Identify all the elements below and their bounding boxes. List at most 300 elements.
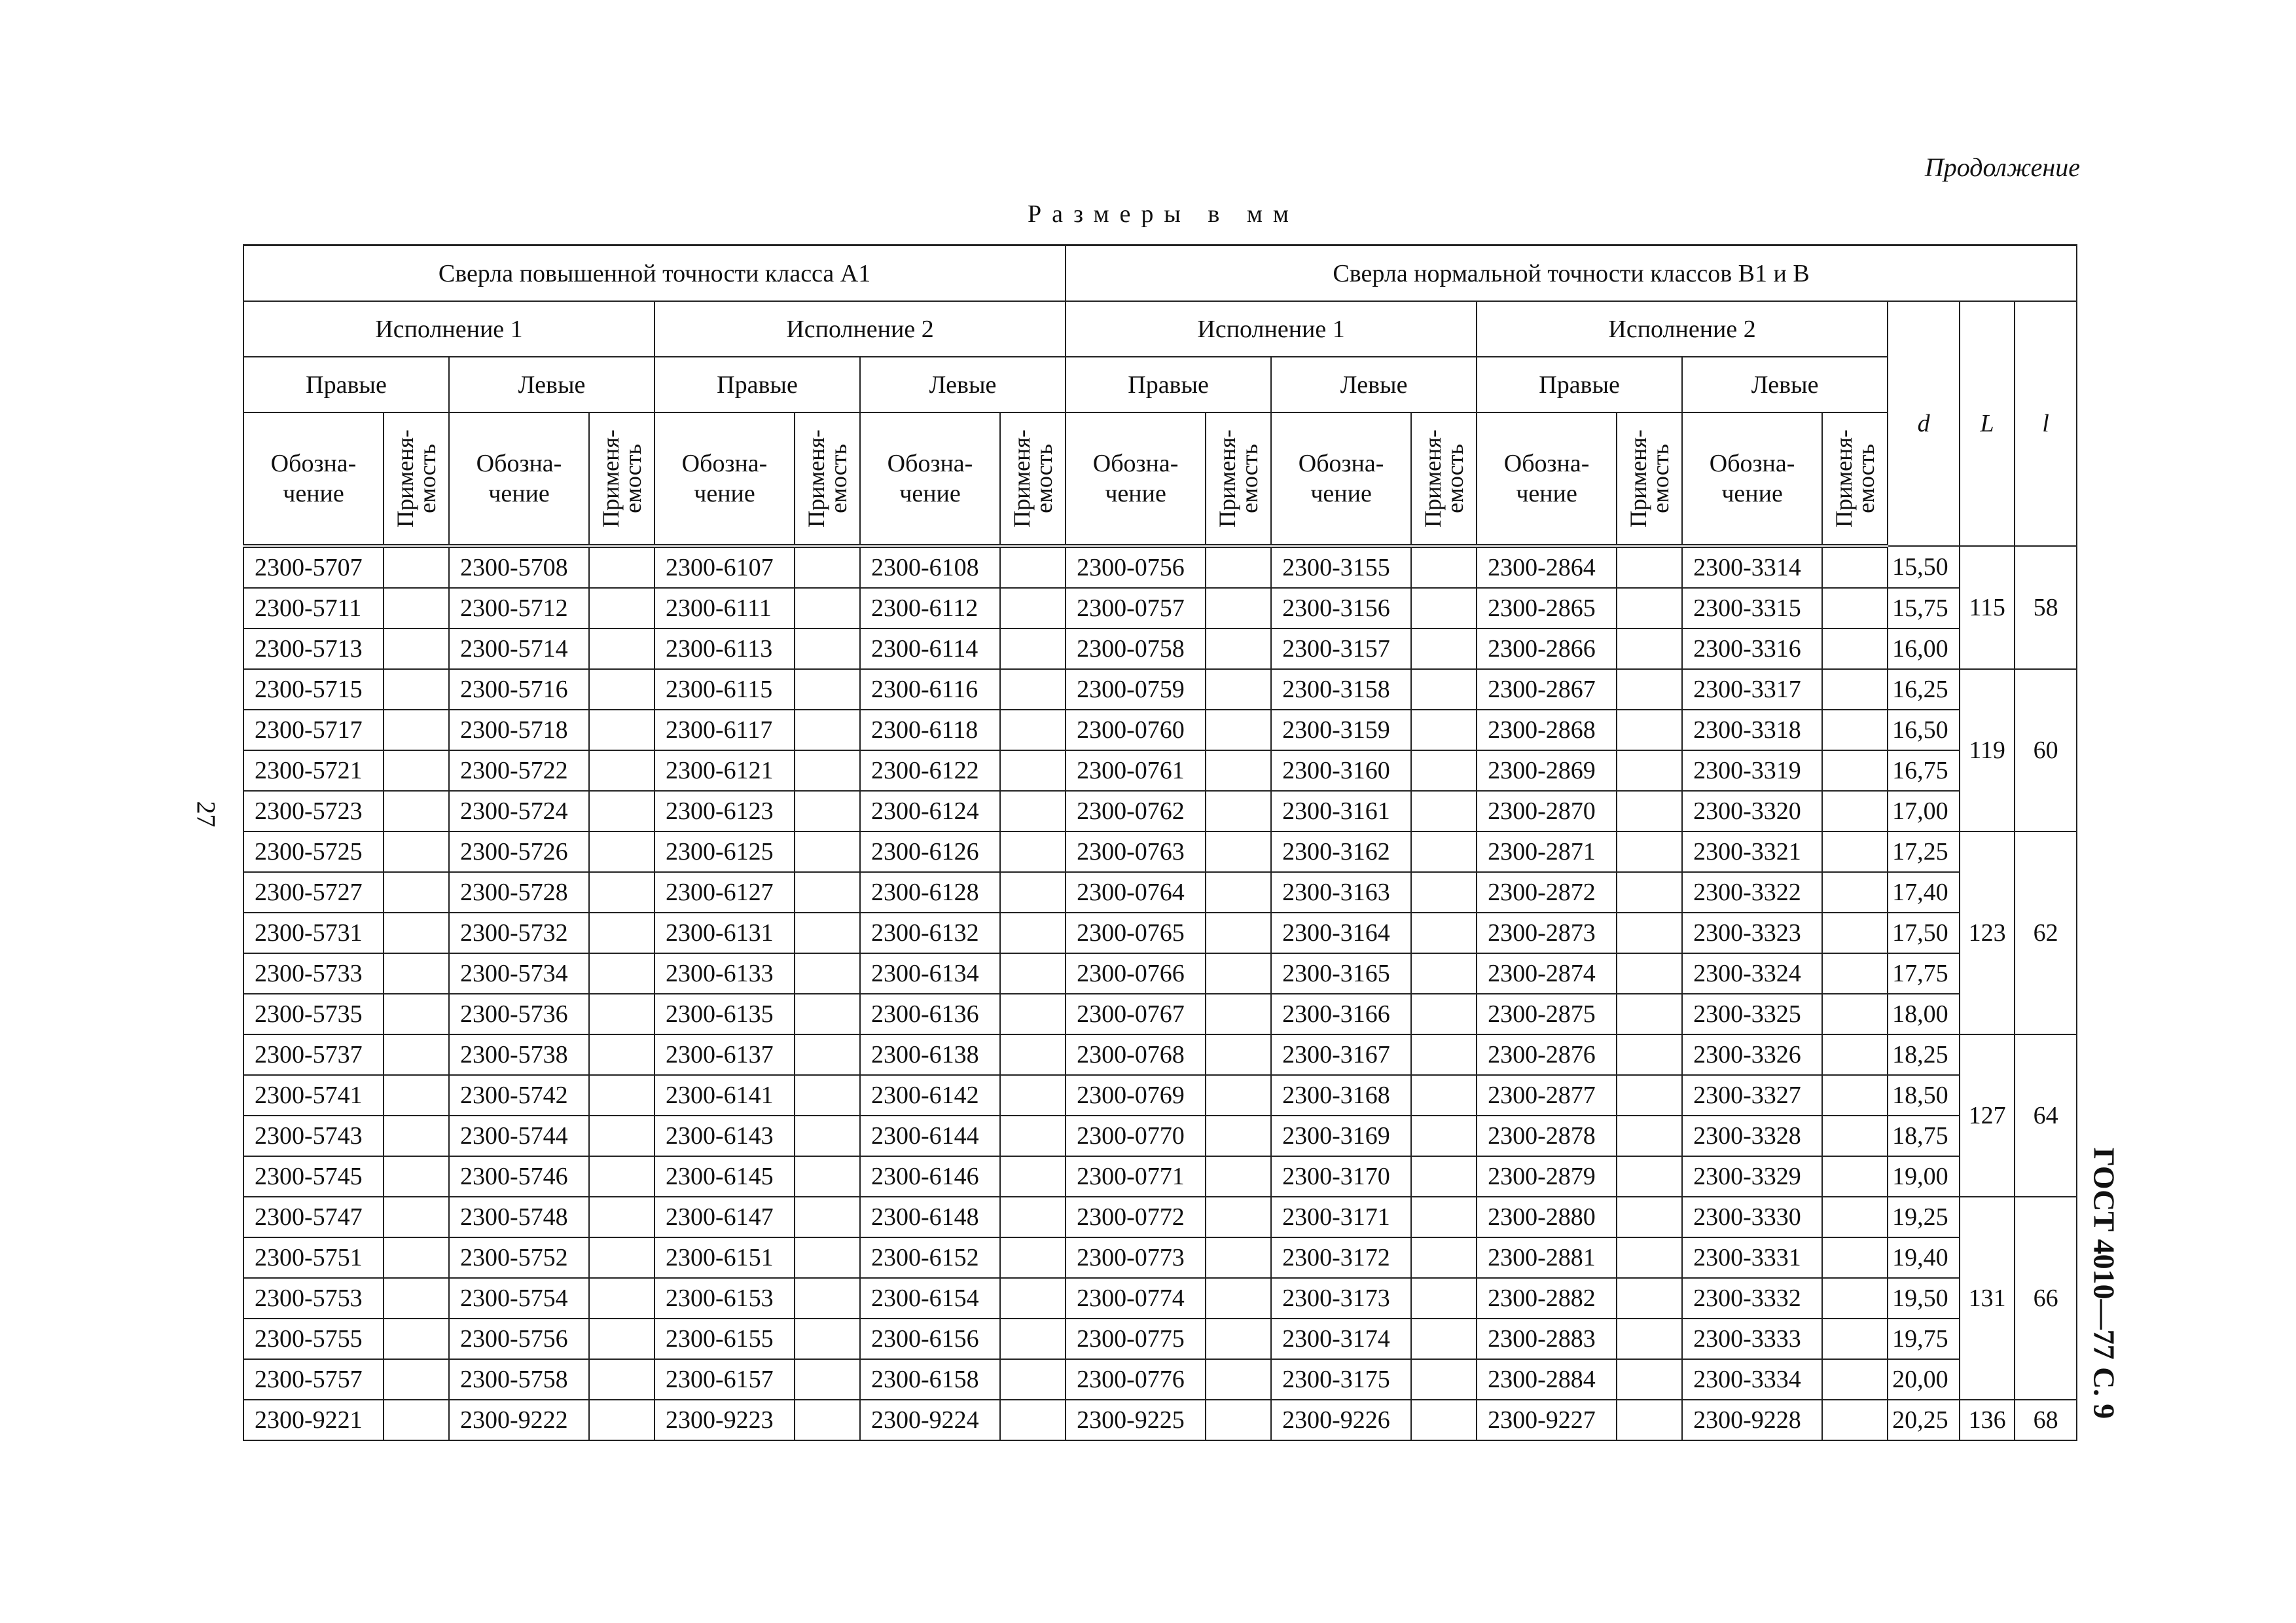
applicability-cell — [384, 588, 449, 629]
applicability-col-label: Примeня- емость — [598, 429, 646, 528]
applicability-cell — [589, 913, 655, 953]
applicability-cell — [795, 1156, 860, 1197]
designation-cell: 2300-6134 — [860, 953, 1000, 994]
designation-cell: 2300-6112 — [860, 588, 1000, 629]
designation-cell: 2300-5714 — [449, 629, 589, 669]
applicability-cell — [589, 791, 655, 831]
designation-cell: 2300-6141 — [655, 1075, 795, 1116]
designation-cell: 2300-5756 — [449, 1319, 589, 1359]
designation-cell: 2300-5717 — [243, 710, 384, 750]
applicability-cell — [1617, 629, 1682, 669]
designation-cell: 2300-0774 — [1066, 1278, 1206, 1319]
designation-cell: 2300-0762 — [1066, 791, 1206, 831]
designation-cell: 2300-6148 — [860, 1197, 1000, 1237]
designation-cell: 2300-5721 — [243, 750, 384, 791]
length-L-cell: 123 — [1960, 831, 2015, 1034]
designation-cell: 2300-6145 — [655, 1156, 795, 1197]
designation-cell: 2300-6121 — [655, 750, 795, 791]
designation-cell: 2300-6132 — [860, 913, 1000, 953]
applicability-cell — [1411, 791, 1477, 831]
applicability-cell — [1411, 994, 1477, 1034]
applicability-cell — [795, 669, 860, 710]
designation-cell: 2300-3331 — [1682, 1237, 1822, 1278]
designation-col-header: Обозна- чение — [1066, 412, 1206, 546]
designation-cell: 2300-6107 — [655, 546, 795, 588]
hand-header: Правые — [243, 357, 449, 412]
diameter-cell: 19,75 — [1888, 1319, 1960, 1359]
hand-header: Левые — [860, 357, 1066, 412]
applicability-cell — [1000, 994, 1066, 1034]
applicability-cell — [1206, 1116, 1271, 1156]
applicability-cell — [1822, 1075, 1888, 1116]
applicability-cell — [1000, 872, 1066, 913]
applicability-cell — [1617, 1319, 1682, 1359]
designation-cell: 2300-6135 — [655, 994, 795, 1034]
designation-cell: 2300-3328 — [1682, 1116, 1822, 1156]
applicability-cell — [1822, 588, 1888, 629]
applicability-cell — [1206, 1034, 1271, 1075]
table-row — [243, 913, 2077, 953]
applicability-cell — [795, 1075, 860, 1116]
applicability-cell — [1617, 913, 1682, 953]
applicability-cell — [384, 546, 449, 588]
designation-cell: 2300-3326 — [1682, 1034, 1822, 1075]
designation-cell: 2300-3159 — [1271, 710, 1411, 750]
applicability-cell — [795, 750, 860, 791]
applicability-cell — [1411, 913, 1477, 953]
applicability-cell — [1206, 710, 1271, 750]
applicability-cell — [384, 1197, 449, 1237]
applicability-cell — [795, 913, 860, 953]
table-row — [243, 1034, 2077, 1075]
designation-cell: 2300-6127 — [655, 872, 795, 913]
designation-cell: 2300-2869 — [1477, 750, 1617, 791]
group-header-b1: Сверла нормальной точности классов B1 и B — [1066, 246, 2077, 302]
designation-cell: 2300-5748 — [449, 1197, 589, 1237]
execution-header: Исполнение 2 — [655, 301, 1066, 357]
table-row — [243, 831, 2077, 872]
dim-header-l: l — [2015, 301, 2077, 546]
diameter-cell: 15,50 — [1888, 546, 1960, 588]
hand-header: Правые — [1477, 357, 1682, 412]
applicability-col-header — [589, 412, 655, 546]
designation-cell: 2300-9225 — [1066, 1400, 1206, 1440]
diameter-cell: 16,25 — [1888, 669, 1960, 710]
designation-cell: 2300-2867 — [1477, 669, 1617, 710]
dim-header-d: d — [1888, 301, 1960, 546]
applicability-cell — [795, 1034, 860, 1075]
applicability-cell — [1000, 588, 1066, 629]
applicability-cell — [384, 629, 449, 669]
designation-cell: 2300-3315 — [1682, 588, 1822, 629]
designation-cell: 2300-5746 — [449, 1156, 589, 1197]
hand-header: Правые — [1066, 357, 1271, 412]
applicability-cell — [384, 953, 449, 994]
applicability-cell — [1411, 1156, 1477, 1197]
designation-cell: 2300-3332 — [1682, 1278, 1822, 1319]
designation-cell: 2300-5718 — [449, 710, 589, 750]
applicability-cell — [1617, 1400, 1682, 1440]
table-row — [243, 1156, 2077, 1197]
applicability-cell — [1822, 831, 1888, 872]
applicability-cell — [589, 1359, 655, 1400]
designation-col-header: Обозна- чение — [860, 412, 1000, 546]
applicability-cell — [1000, 710, 1066, 750]
applicability-cell — [1822, 1319, 1888, 1359]
designation-cell: 2300-6125 — [655, 831, 795, 872]
designation-cell: 2300-6124 — [860, 791, 1000, 831]
applicability-cell — [1822, 546, 1888, 588]
designation-cell: 2300-2879 — [1477, 1156, 1617, 1197]
applicability-cell — [1822, 872, 1888, 913]
applicability-col-header — [1000, 412, 1066, 546]
drill-designation-table — [243, 244, 2077, 1441]
applicability-cell — [1411, 1400, 1477, 1440]
applicability-cell — [589, 1116, 655, 1156]
applicability-cell — [1000, 953, 1066, 994]
designation-cell: 2300-2883 — [1477, 1319, 1617, 1359]
table-row — [243, 1116, 2077, 1156]
designation-cell: 2300-3171 — [1271, 1197, 1411, 1237]
designation-cell: 2300-9221 — [243, 1400, 384, 1440]
designation-cell: 2300-6151 — [655, 1237, 795, 1278]
applicability-cell — [589, 1197, 655, 1237]
designation-cell: 2300-6113 — [655, 629, 795, 669]
designation-cell: 2300-2873 — [1477, 913, 1617, 953]
applicability-cell — [795, 710, 860, 750]
applicability-cell — [1617, 791, 1682, 831]
designation-cell: 2300-3322 — [1682, 872, 1822, 913]
designation-cell: 2300-6142 — [860, 1075, 1000, 1116]
diameter-cell: 16,75 — [1888, 750, 1960, 791]
units-caption: Размеры в мм — [1028, 200, 1299, 228]
applicability-cell — [1822, 791, 1888, 831]
designation-cell: 2300-6153 — [655, 1278, 795, 1319]
applicability-cell — [1206, 588, 1271, 629]
designation-cell: 2300-0757 — [1066, 588, 1206, 629]
length-L-cell: 119 — [1960, 669, 2015, 831]
designation-cell: 2300-5741 — [243, 1075, 384, 1116]
hand-header: Левые — [449, 357, 655, 412]
designation-cell: 2300-3172 — [1271, 1237, 1411, 1278]
designation-cell: 2300-6143 — [655, 1116, 795, 1156]
applicability-cell — [1206, 1319, 1271, 1359]
applicability-cell — [589, 546, 655, 588]
applicability-cell — [1822, 1237, 1888, 1278]
designation-cell: 2300-3330 — [1682, 1197, 1822, 1237]
designation-col-header: Обозна- чение — [655, 412, 795, 546]
applicability-cell — [1000, 629, 1066, 669]
designation-cell: 2300-2870 — [1477, 791, 1617, 831]
designation-col-header: Обозна- чение — [449, 412, 589, 546]
table-row — [243, 750, 2077, 791]
applicability-col-label: Примeня- емость — [1625, 429, 1674, 528]
applicability-cell — [1822, 1278, 1888, 1319]
designation-cell: 2300-3156 — [1271, 588, 1411, 629]
applicability-cell — [1411, 1319, 1477, 1359]
designation-cell: 2300-0756 — [1066, 546, 1206, 588]
applicability-cell — [384, 1400, 449, 1440]
designation-cell: 2300-5755 — [243, 1319, 384, 1359]
hand-header: Левые — [1271, 357, 1477, 412]
designation-cell: 2300-5737 — [243, 1034, 384, 1075]
table-row — [243, 1359, 2077, 1400]
applicability-cell — [589, 1034, 655, 1075]
applicability-cell — [589, 629, 655, 669]
applicability-cell — [1822, 1156, 1888, 1197]
designation-cell: 2300-5754 — [449, 1278, 589, 1319]
diameter-cell: 16,50 — [1888, 710, 1960, 750]
applicability-col-header — [795, 412, 860, 546]
applicability-cell — [1206, 913, 1271, 953]
designation-cell: 2300-0773 — [1066, 1237, 1206, 1278]
execution-header: Исполнение 1 — [243, 301, 655, 357]
designation-cell: 2300-2880 — [1477, 1197, 1617, 1237]
applicability-cell — [1617, 669, 1682, 710]
applicability-cell — [384, 1034, 449, 1075]
designation-cell: 2300-3334 — [1682, 1359, 1822, 1400]
designation-cell: 2300-6133 — [655, 953, 795, 994]
designation-cell: 2300-5724 — [449, 791, 589, 831]
table-row — [243, 546, 2077, 588]
applicability-cell — [1617, 1156, 1682, 1197]
execution-header: Исполнение 1 — [1066, 301, 1477, 357]
applicability-cell — [1411, 1237, 1477, 1278]
designation-cell: 2300-9227 — [1477, 1400, 1617, 1440]
designation-cell: 2300-2866 — [1477, 629, 1617, 669]
applicability-cell — [1000, 546, 1066, 588]
designation-cell: 2300-2865 — [1477, 588, 1617, 629]
applicability-cell — [1617, 953, 1682, 994]
continuation-label: Продолжение — [1924, 153, 2080, 182]
designation-cell: 2300-5758 — [449, 1359, 589, 1400]
applicability-cell — [1411, 669, 1477, 710]
applicability-cell — [1617, 1034, 1682, 1075]
applicability-cell — [1000, 831, 1066, 872]
diameter-cell: 18,75 — [1888, 1116, 1960, 1156]
dim-header-L: L — [1960, 301, 2015, 546]
applicability-cell — [384, 994, 449, 1034]
designation-cell: 2300-3325 — [1682, 994, 1822, 1034]
applicability-cell — [1822, 913, 1888, 953]
designation-cell: 2300-3164 — [1271, 913, 1411, 953]
applicability-cell — [384, 1156, 449, 1197]
applicability-cell — [795, 588, 860, 629]
applicability-cell — [1617, 588, 1682, 629]
designation-cell: 2300-6114 — [860, 629, 1000, 669]
applicability-cell — [1206, 546, 1271, 588]
length-L-cell: 136 — [1960, 1400, 2015, 1440]
applicability-cell — [1617, 546, 1682, 588]
applicability-cell — [1000, 1116, 1066, 1156]
length-l-cell: 66 — [2015, 1197, 2077, 1400]
gost-standard-label: ГОСТ 4010—77 С. 9 — [2087, 1147, 2121, 1419]
applicability-col-label: Примeня- емость — [1009, 429, 1058, 528]
applicability-cell — [1000, 1359, 1066, 1400]
designation-cell: 2300-6138 — [860, 1034, 1000, 1075]
table-row — [243, 1319, 2077, 1359]
designation-cell: 2300-3324 — [1682, 953, 1822, 994]
designation-cell: 2300-5752 — [449, 1237, 589, 1278]
designation-cell: 2300-6137 — [655, 1034, 795, 1075]
designation-cell: 2300-9222 — [449, 1400, 589, 1440]
designation-cell: 2300-9228 — [1682, 1400, 1822, 1440]
designation-cell: 2300-3155 — [1271, 546, 1411, 588]
designation-cell: 2300-2878 — [1477, 1116, 1617, 1156]
applicability-col-header — [1822, 412, 1888, 546]
designation-cell: 2300-0772 — [1066, 1197, 1206, 1237]
table-row — [243, 994, 2077, 1034]
designation-cell: 2300-3320 — [1682, 791, 1822, 831]
applicability-cell — [795, 1116, 860, 1156]
designation-cell: 2300-2881 — [1477, 1237, 1617, 1278]
designation-cell: 2300-0776 — [1066, 1359, 1206, 1400]
designation-cell: 2300-5738 — [449, 1034, 589, 1075]
designation-cell: 2300-6123 — [655, 791, 795, 831]
length-L-cell: 115 — [1960, 546, 2015, 669]
designation-cell: 2300-5735 — [243, 994, 384, 1034]
designation-cell: 2300-6126 — [860, 831, 1000, 872]
designation-cell: 2300-5716 — [449, 669, 589, 710]
applicability-cell — [589, 1075, 655, 1116]
table-row — [243, 629, 2077, 669]
diameter-cell: 17,75 — [1888, 953, 1960, 994]
applicability-cell — [1206, 831, 1271, 872]
designation-cell: 2300-2875 — [1477, 994, 1617, 1034]
designation-col-header: Обозна- чение — [243, 412, 384, 546]
diameter-cell: 18,50 — [1888, 1075, 1960, 1116]
designation-cell: 2300-0765 — [1066, 913, 1206, 953]
designation-cell: 2300-6155 — [655, 1319, 795, 1359]
designation-cell: 2300-6118 — [860, 710, 1000, 750]
applicability-cell — [795, 872, 860, 913]
hand-header: Левые — [1682, 357, 1888, 412]
applicability-cell — [1617, 994, 1682, 1034]
designation-cell: 2300-5751 — [243, 1237, 384, 1278]
applicability-cell — [795, 1278, 860, 1319]
designation-cell: 2300-0760 — [1066, 710, 1206, 750]
applicability-cell — [1000, 750, 1066, 791]
applicability-cell — [1822, 1197, 1888, 1237]
designation-cell: 2300-3160 — [1271, 750, 1411, 791]
applicability-cell — [1617, 750, 1682, 791]
applicability-cell — [795, 1400, 860, 1440]
applicability-cell — [1206, 872, 1271, 913]
applicability-cell — [795, 831, 860, 872]
applicability-cell — [589, 1156, 655, 1197]
applicability-cell — [384, 913, 449, 953]
designation-cell: 2300-3163 — [1271, 872, 1411, 913]
designation-cell: 2300-6128 — [860, 872, 1000, 913]
diameter-cell: 19,40 — [1888, 1237, 1960, 1278]
applicability-cell — [1617, 831, 1682, 872]
applicability-cell — [1000, 1400, 1066, 1440]
applicability-cell — [795, 1319, 860, 1359]
designation-cell: 2300-6154 — [860, 1278, 1000, 1319]
diameter-cell: 17,40 — [1888, 872, 1960, 913]
applicability-cell — [1822, 953, 1888, 994]
designation-cell: 2300-3327 — [1682, 1075, 1822, 1116]
applicability-cell — [1206, 1197, 1271, 1237]
applicability-cell — [1206, 669, 1271, 710]
applicability-cell — [589, 588, 655, 629]
designation-cell: 2300-9224 — [860, 1400, 1000, 1440]
applicability-cell — [589, 1278, 655, 1319]
applicability-cell — [589, 1319, 655, 1359]
designation-cell: 2300-6111 — [655, 588, 795, 629]
designation-cell: 2300-2872 — [1477, 872, 1617, 913]
designation-cell: 2300-0769 — [1066, 1075, 1206, 1116]
applicability-cell — [1822, 1359, 1888, 1400]
designation-cell: 2300-5744 — [449, 1116, 589, 1156]
applicability-cell — [384, 1237, 449, 1278]
designation-cell: 2300-2874 — [1477, 953, 1617, 994]
applicability-cell — [1000, 1237, 1066, 1278]
diameter-cell: 19,00 — [1888, 1156, 1960, 1197]
applicability-cell — [1206, 994, 1271, 1034]
applicability-cell — [1411, 710, 1477, 750]
table-row — [243, 791, 2077, 831]
length-l-cell: 64 — [2015, 1034, 2077, 1197]
designation-cell: 2300-6144 — [860, 1116, 1000, 1156]
designation-cell: 2300-3161 — [1271, 791, 1411, 831]
designation-cell: 2300-3162 — [1271, 831, 1411, 872]
applicability-cell — [1822, 1400, 1888, 1440]
applicability-cell — [1822, 994, 1888, 1034]
designation-cell: 2300-6157 — [655, 1359, 795, 1400]
applicability-cell — [384, 1319, 449, 1359]
diameter-cell: 15,75 — [1888, 588, 1960, 629]
designation-cell: 2300-6156 — [860, 1319, 1000, 1359]
applicability-cell — [1822, 629, 1888, 669]
length-l-cell: 68 — [2015, 1400, 2077, 1440]
designation-cell: 2300-0759 — [1066, 669, 1206, 710]
designation-cell: 2300-0775 — [1066, 1319, 1206, 1359]
applicability-cell — [1000, 791, 1066, 831]
designation-cell: 2300-0764 — [1066, 872, 1206, 913]
applicability-cell — [1411, 1359, 1477, 1400]
designation-cell: 2300-3167 — [1271, 1034, 1411, 1075]
designation-cell: 2300-5743 — [243, 1116, 384, 1156]
applicability-cell — [1000, 1197, 1066, 1237]
designation-cell: 2300-6108 — [860, 546, 1000, 588]
applicability-cell — [1617, 1359, 1682, 1400]
designation-cell: 2300-5722 — [449, 750, 589, 791]
applicability-cell — [1206, 791, 1271, 831]
applicability-col-label: Примeня- емость — [1831, 429, 1880, 528]
designation-cell: 2300-3173 — [1271, 1278, 1411, 1319]
applicability-cell — [589, 669, 655, 710]
applicability-cell — [1206, 1400, 1271, 1440]
applicability-cell — [1206, 629, 1271, 669]
designation-cell: 2300-3318 — [1682, 710, 1822, 750]
group-header-a1: Сверла повышенной точности класса A1 — [243, 246, 1066, 302]
applicability-cell — [1000, 1075, 1066, 1116]
designation-cell: 2300-3158 — [1271, 669, 1411, 710]
designation-cell: 2300-3333 — [1682, 1319, 1822, 1359]
table-row — [243, 872, 2077, 913]
applicability-cell — [384, 1075, 449, 1116]
applicability-cell — [1617, 710, 1682, 750]
designation-cell: 2300-6147 — [655, 1197, 795, 1237]
applicability-cell — [1000, 669, 1066, 710]
diameter-cell: 16,00 — [1888, 629, 1960, 669]
designation-cell: 2300-5726 — [449, 831, 589, 872]
designation-cell: 2300-5745 — [243, 1156, 384, 1197]
designation-cell: 2300-9226 — [1271, 1400, 1411, 1440]
applicability-col-label: Примeня- емость — [1214, 429, 1263, 528]
diameter-cell: 19,50 — [1888, 1278, 1960, 1319]
